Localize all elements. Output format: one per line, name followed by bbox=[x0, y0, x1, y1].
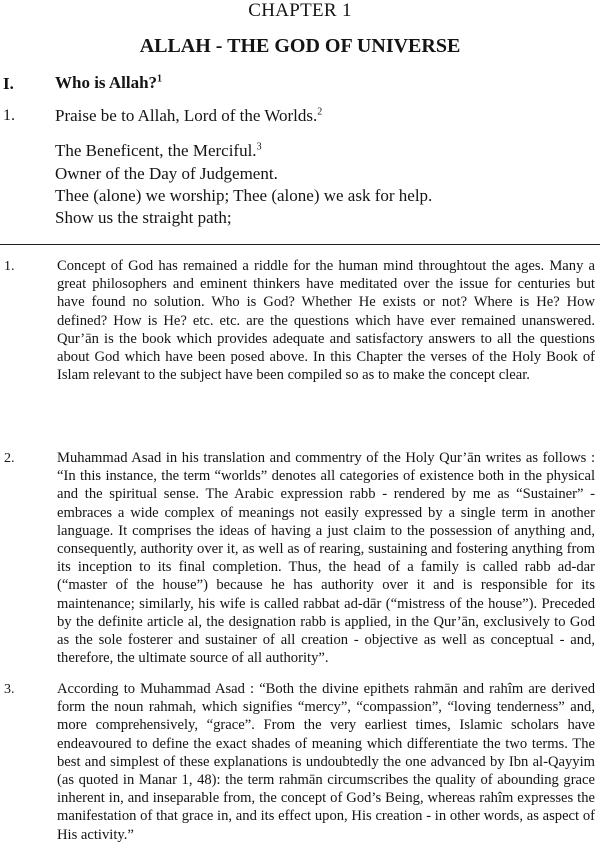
verse-line bbox=[55, 185, 432, 206]
footnote-number: 3. bbox=[4, 682, 15, 697]
footnote-divider bbox=[0, 244, 600, 245]
verse-line bbox=[55, 105, 322, 126]
chapter-label: CHAPTER 1 bbox=[248, 0, 352, 21]
section-title-text: Who is Allah? bbox=[55, 73, 158, 92]
verse-line bbox=[55, 163, 278, 184]
verse-footnote-ref: 2 bbox=[317, 106, 323, 118]
verse-text: Praise be to Allah, Lord of the Worlds. bbox=[55, 106, 318, 125]
footnote-number: 2. bbox=[4, 451, 15, 466]
verse-text: Show us the straight path; bbox=[55, 208, 232, 227]
footnote-text: Muhammad Asad in his translation and commentry of the Holy Qur’ān writes as follows : “In this instance, the term “worlds” denotes all categories of existence both in the physical and the spiritual sense. The Arabic expression rabb - rendered by me as “Sustainer” - embraces a wide complex of meanings not easily expressed by a single term in another language. It comprises the ideas of having a just claim to the possession of anything and, consequently, authority over it, as well as of rearing, sustaining and fostering anything from its inception to its final completion. Thus, the head of a family is called rabb ad-dar (“master of the house”) because he has authority over it and is responsible for its maintenance; similarly, his wife is called rabbat ad-dār (“mistress of the house”). Preceded by the definite article al, the designation rabb is applied, in the Qur’ān, exclusively to God as the sole fosterer and sustainer of all creation - objective as well as conceptual - and, therefore, the ultimate source of all authority”. bbox=[57, 450, 595, 667]
verse-text: Thee (alone) we worship; Thee (alone) we ask for help. bbox=[55, 186, 433, 205]
footnote-number: 1. bbox=[4, 259, 15, 274]
section-number: I. bbox=[3, 74, 14, 93]
footnote-text: Concept of God has remained a riddle for the human mind throughtout the ages. Many a great philosophers and eminent thinkers have meditated over the issue for centuries but have found no solution. Who is God? Whether He exists or not? Where is He? How defined? How is He? etc. etc. are the questions which have ever remained unanswered. Qur’ān is the book which provides adequate and satisfactory answers to all the questions about God which have been posed above. In this Chapter the verses of the Holy Book of Islam relevant to the subject have been compiled so as to make the concept clear. bbox=[57, 258, 595, 384]
verse-line bbox=[55, 207, 232, 228]
verse-text: Owner of the Day of Judgement. bbox=[55, 164, 278, 183]
verse-footnote-ref: 3 bbox=[256, 141, 262, 153]
verse-line bbox=[55, 140, 262, 161]
section-title bbox=[55, 73, 162, 93]
verse-number: 1. bbox=[3, 107, 15, 124]
chapter-title: ALLAH - THE GOD OF UNIVERSE bbox=[139, 35, 461, 57]
footnote-text: According to Muhammad Asad : “Both the divine epithets rahmān and rahîm are derived form the noun rahmah, which signifies “mercy”, “compassion”, “loving tenderness” and, more comprehensively, “grace”. From the very earliest times, Islamic scholars have endeavoured to define the exact shades of meaning which differentiate the two terms. The best and simplest of these explanations is undoubtedly the one advanced by Ibn al-Qayyim (as quoted in Manar 1, 48): the term rahmān circumscribes the quality of abounding grace inherent in, and inseparable from, the concept of God’s Being, whereas rahîm expresses the manifestation of that grace in, and its effect upon, His creation - in other words, as aspect of His activity.” bbox=[57, 681, 595, 843]
section-title-footnote-ref: 1 bbox=[157, 73, 163, 85]
verse-text: The Beneficent, the Merciful. bbox=[55, 141, 257, 160]
